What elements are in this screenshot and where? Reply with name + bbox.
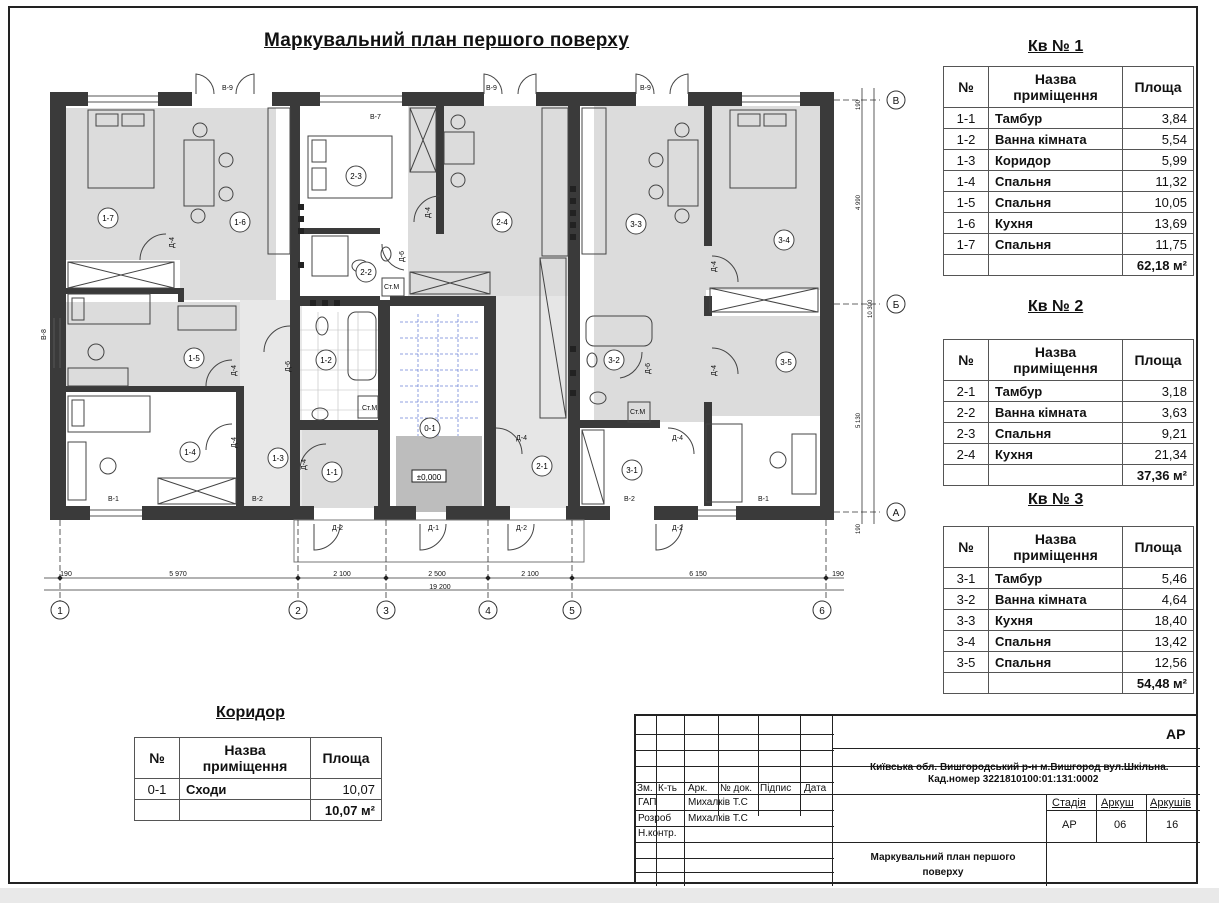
apartment-1-table: № Назва приміщення Площа 1-1 Тамбур 3,84 1-2 Ванна кімната 5,54 1-3 Коридор 5,99 1-4 Спальня 11,32 1-5 Спальня 10,05 1-6 Кухня 13,69 1-7 Спальня 11,75 62,18 м²	[943, 66, 1194, 276]
svg-text:В-9: В-9	[486, 85, 497, 92]
svg-text:19 200: 19 200	[429, 584, 451, 591]
svg-text:В-2: В-2	[624, 496, 635, 503]
room-label-2-4	[492, 212, 512, 232]
room-label-3-2	[604, 350, 624, 370]
room-label-3-1	[622, 460, 642, 480]
table-row: 1-7 Спальня 11,75	[944, 234, 1194, 255]
table-row: 2-4 Кухня 21,34	[944, 444, 1194, 465]
svg-text:2 100: 2 100	[333, 571, 351, 578]
svg-text:Д-4: Д-4	[672, 435, 683, 442]
total-row: 10,07 м²	[135, 800, 382, 821]
table-row: 3-3 Кухня 18,40	[944, 610, 1194, 631]
table-row: 1-4 Спальня 11,32	[944, 171, 1194, 192]
svg-text:Д-6: Д-6	[645, 363, 652, 374]
total-row: 54,48 м²	[944, 673, 1194, 694]
svg-text:1-1: 1-1	[326, 468, 338, 477]
svg-text:Ст.М: Ст.М	[362, 405, 378, 412]
svg-text:Д-6: Д-6	[285, 361, 292, 372]
svg-text:В-7: В-7	[370, 114, 381, 121]
svg-text:В-2: В-2	[252, 496, 263, 503]
table-row: 1-5 Спальня 10,05	[944, 192, 1194, 213]
svg-text:В: В	[892, 96, 900, 107]
table-row: 0-1 Сходи 10,07	[135, 779, 382, 800]
svg-text:2: 2	[295, 606, 301, 617]
table-row: 2-3 Спальня 9,21	[944, 423, 1194, 444]
svg-text:3: 3	[383, 606, 389, 617]
corridor-title: Коридор	[216, 704, 285, 721]
svg-text:3-4: 3-4	[778, 236, 790, 245]
svg-text:В-8: В-8	[41, 329, 48, 340]
dimension-text	[60, 571, 844, 591]
svg-text:190: 190	[60, 571, 72, 578]
svg-text:1-6: 1-6	[234, 218, 246, 227]
svg-text:Д-2: Д-2	[516, 525, 527, 532]
project-code: АР	[1166, 726, 1186, 742]
svg-text:1-7: 1-7	[102, 214, 114, 223]
dimension-text-vertical	[856, 99, 874, 534]
table-row: 3-4 Спальня 13,42	[944, 631, 1194, 652]
room-label-2-3	[346, 166, 366, 186]
svg-text:5: 5	[569, 606, 575, 617]
svg-text:4 990: 4 990	[856, 194, 862, 210]
svg-text:Д-6: Д-6	[399, 251, 406, 262]
room-label-1-6	[230, 212, 250, 232]
total-row: 62,18 м²	[944, 255, 1194, 276]
room-label-2-1	[532, 456, 552, 476]
svg-text:4: 4	[485, 606, 491, 617]
drawing-title: Маркувальний план першого поверху	[870, 852, 1016, 878]
total-row: 37,36 м²	[944, 465, 1194, 486]
svg-text:6: 6	[819, 606, 825, 617]
apartment-1-title: Кв № 1	[1028, 38, 1084, 55]
table-row: 2-2 Ванна кімната 3,63	[944, 402, 1194, 423]
stair-lines	[400, 314, 480, 436]
apartment-3-title: Кв № 3	[1028, 491, 1084, 508]
corridor-table: № Назва приміщення Площа 0-1 Сходи 10,07 10,07 м²	[134, 737, 382, 821]
svg-text:Б: Б	[892, 300, 900, 311]
room-label-1-3	[268, 448, 288, 468]
room-label-1-5	[184, 348, 204, 368]
room-label-0-1	[420, 418, 440, 438]
svg-text:3-5: 3-5	[780, 358, 792, 367]
svg-text:Ст.М: Ст.М	[630, 409, 646, 416]
table-row: 3-1 Тамбур 5,46	[944, 568, 1194, 589]
svg-text:1: 1	[57, 606, 63, 617]
svg-text:3-1: 3-1	[626, 466, 638, 475]
svg-text:2-1: 2-1	[536, 462, 548, 471]
svg-text:В-1: В-1	[108, 496, 119, 503]
svg-text:В-9: В-9	[222, 85, 233, 92]
svg-text:1-2: 1-2	[320, 356, 332, 365]
svg-text:Д-4: Д-4	[516, 435, 527, 442]
elevation-mark: ±0,000	[416, 473, 442, 482]
project-address: Київська обл. Вишгородський р-н м.Вишгород вул.Шкільна.	[870, 762, 1169, 773]
page-title: Маркувальний план першого поверху	[264, 30, 630, 51]
svg-text:190: 190	[856, 99, 862, 110]
apartment-2-title: Кв № 2	[1028, 298, 1084, 315]
table-row: 1-3 Коридор 5,99	[944, 150, 1194, 171]
svg-text:2 100: 2 100	[521, 571, 539, 578]
room-label-1-2	[316, 350, 336, 370]
svg-text:Д-4: Д-4	[301, 459, 308, 470]
svg-text:2 500: 2 500	[428, 571, 446, 578]
svg-text:10 300: 10 300	[868, 299, 874, 318]
svg-text:190: 190	[832, 571, 844, 578]
svg-text:Д-4: Д-4	[425, 207, 432, 218]
table-row: 3-2 Ванна кімната 4,64	[944, 589, 1194, 610]
room-label-3-5	[776, 352, 796, 372]
room-label-3-3	[626, 214, 646, 234]
table-row: 2-1 Тамбур 3,18	[944, 381, 1194, 402]
svg-text:1-3: 1-3	[272, 454, 284, 463]
svg-text:2-2: 2-2	[360, 268, 372, 277]
room-label-1-4	[180, 442, 200, 462]
table-row: 3-5 Спальня 12,56	[944, 652, 1194, 673]
svg-text:В-9: В-9	[640, 85, 651, 92]
svg-text:2-4: 2-4	[496, 218, 508, 227]
svg-text:Д-2: Д-2	[332, 525, 343, 532]
svg-text:2-3: 2-3	[350, 172, 362, 181]
svg-text:Д-4: Д-4	[231, 437, 238, 448]
svg-text:В-1: В-1	[758, 496, 769, 503]
table-row: 1-2 Ванна кімната 5,54	[944, 129, 1194, 150]
svg-text:3-2: 3-2	[608, 356, 620, 365]
svg-text:1-5: 1-5	[188, 354, 200, 363]
svg-text:190: 190	[856, 523, 862, 534]
svg-text:Д-2: Д-2	[672, 525, 683, 532]
apartment-2-table: № Назва приміщення Площа 2-1 Тамбур 3,18 2-2 Ванна кімната 3,63 2-3 Спальня 9,21 2-4 Кухня 21,34 37,36 м²	[943, 339, 1194, 486]
svg-text:5 130: 5 130	[856, 412, 862, 428]
room-label-3-4	[774, 230, 794, 250]
apartment-3-table: № Назва приміщення Площа 3-1 Тамбур 5,46 3-2 Ванна кімната 4,64 3-3 Кухня 18,40 3-4 Спальня 13,42 3-5 Спальня 12,56 54,48 м²	[943, 526, 1194, 694]
svg-text:Д-4: Д-4	[711, 261, 718, 272]
svg-text:Д-4: Д-4	[169, 237, 176, 248]
svg-text:0-1: 0-1	[424, 424, 436, 433]
svg-text:1-4: 1-4	[184, 448, 196, 457]
svg-text:А: А	[892, 508, 900, 519]
svg-text:Д-1: Д-1	[428, 525, 439, 532]
svg-text:6 150: 6 150	[689, 571, 707, 578]
svg-text:Д-4: Д-4	[231, 365, 238, 376]
room-label-1-7	[98, 208, 118, 228]
room-label-1-1	[322, 462, 342, 482]
title-block: АР Київська обл. Вишгородський р-н м.Вишгород вул.Шкільна. Кад.номер 3221810100:01:131:0002 Зм. К-ть Арк. № док. Підпис Дата ГАП Розроб Н.контр. Михалків Т.С Михалків Т.С Стадія Аркуш Аркушів АР 06 16 Маркувальний план першого поверху	[634, 714, 1198, 884]
svg-text:Д-4: Д-4	[711, 365, 718, 376]
table-row: 1-1 Тамбур 3,84	[944, 108, 1194, 129]
svg-text:Ст.М: Ст.М	[384, 284, 400, 291]
svg-text:3-3: 3-3	[630, 220, 642, 229]
table-row: 1-6 Кухня 13,69	[944, 213, 1194, 234]
cadastral-number: Кад.номер 3221810100:01:131:0002	[928, 774, 1099, 785]
svg-text:5 970: 5 970	[169, 571, 187, 578]
room-label-2-2	[356, 262, 376, 282]
